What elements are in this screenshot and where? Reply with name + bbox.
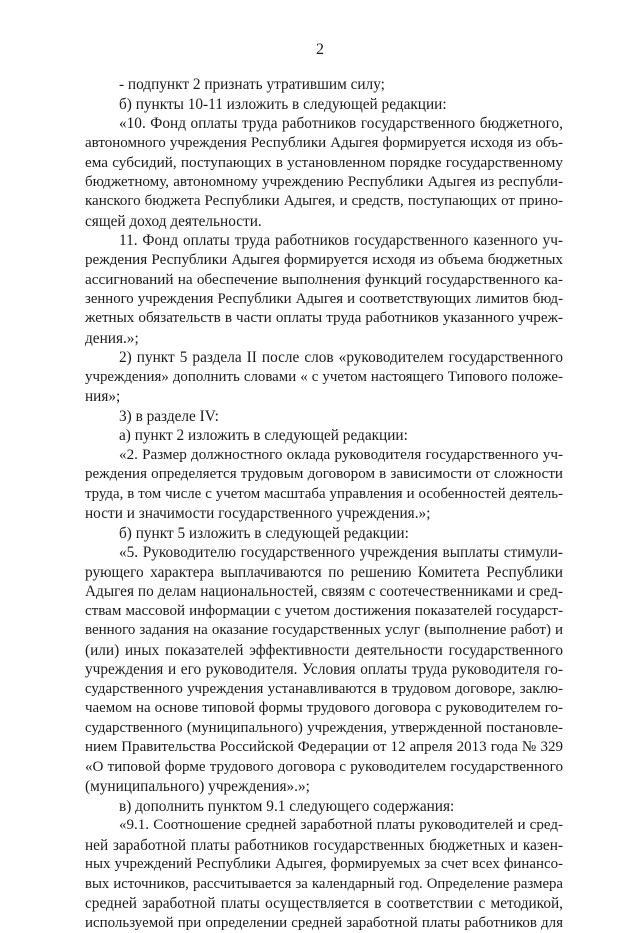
text-line: (или) иных показателей эффективности деятельности государственного [85,641,563,661]
text-line: сударственного (муниципального) учреждения, утвержденной постановле- [85,719,563,739]
text-line: сящей доход деятельности. [85,212,563,232]
text-line: ности и значимости государственного учреждения.»; [85,504,563,524]
text-line: зенного учреждения Республики Адыгея и соответствующих лимитов бюд- [85,290,563,310]
text-line: ных учреждений Республики Адыгея, формируемых за счет всех финансо- [85,855,563,875]
text-line: реждения Республики Адыгея формируется исходя из объема бюджетных [85,251,563,271]
text-line: ния»; [85,387,563,407]
text-line: жетных обязательств в части оплаты труда работников указанного учреж- [85,309,563,329]
text-line: б) пункты 10-11 изложить в следующей редакции: [85,95,563,115]
text-line: «5. Руководителю государственного учреждения выплаты стимули- [85,543,563,563]
text-line: ствам массовой информации с учетом достижения показателей государст- [85,602,563,622]
text-line: «2. Размер должностного оклада руководителя государственного уч- [85,446,563,466]
text-line: труда, в том числе с учетом масштаба управления и особенностей деятель- [85,485,563,505]
document-body [85,75,563,933]
text-line: учреждения и его руководителя. Условия оплаты труда руководителя го- [85,660,563,680]
text-line: нием Правительства Российской Федерации от 12 апреля 2013 года № 329 [85,738,563,758]
text-line: «9.1. Соотношение средней заработной платы руководителей и сред- [85,816,563,836]
page-number: 2 [0,41,640,59]
text-line: ема субсидий, поступающих в установленном порядке государственному [85,153,563,173]
text-line: используемой при определении средней заработной платы работников для [85,914,563,933]
text-line: чаемом на основе типовой формы трудового договора с руководителем го- [85,699,563,719]
text-line: автономного учреждения Республики Адыгея формируется исходя из объ- [85,134,563,154]
text-line: дения.»; [85,329,563,349]
text-line: 2) пункт 5 раздела II после слов «руководителем государственного [85,348,563,368]
text-line: в) дополнить пунктом 9.1 следующего содержания: [85,797,563,817]
text-line: канского бюджета Республики Адыгея, и средств, поступающих от прино- [85,192,563,212]
text-line: 11. Фонд оплаты труда работников государственного казенного уч- [85,231,563,251]
text-line: вых источников, рассчитывается за календарный год. Определение размера [85,875,563,895]
text-line: «10. Фонд оплаты труда работников государственного бюджетного, [85,114,563,134]
text-line: (муниципального) учреждения».»; [85,777,563,797]
text-line: «О типовой форме трудового договора с руководителем государственного [85,758,563,778]
text-line: средней заработной платы осуществляется в соответствии с методикой, [85,894,563,914]
text-line: ней заработной платы работников государственных бюджетных и казен- [85,836,563,856]
text-line: реждения определяется трудовым договором в зависимости от сложности [85,465,563,485]
text-line: бюджетному, автономному учреждению Республики Адыгея из республи- [85,173,563,193]
text-line: учреждения» дополнить словами « с учетом настоящего Типового положе- [85,368,563,388]
text-line: 3) в разделе IV: [85,407,563,427]
text-line: рующего характера выплачиваются по решению Комитета Республики [85,563,563,583]
text-line: а) пункт 2 изложить в следующей редакции: [85,426,563,446]
text-line: сударственного учреждения устанавливаются в трудовом договоре, заклю- [85,680,563,700]
text-line: ассигнований на обеспечение выполнения функций государственного ка- [85,270,563,290]
text-line: Адыгея по делам национальностей, связям с соотечественниками и сред- [85,582,563,602]
text-line: венного задания на оказание государственных услуг (выполнение работ) и [85,621,563,641]
text-line: б) пункт 5 изложить в следующей редакции: [85,524,563,544]
text-line: - подпункт 2 признать утратившим силу; [85,75,563,95]
